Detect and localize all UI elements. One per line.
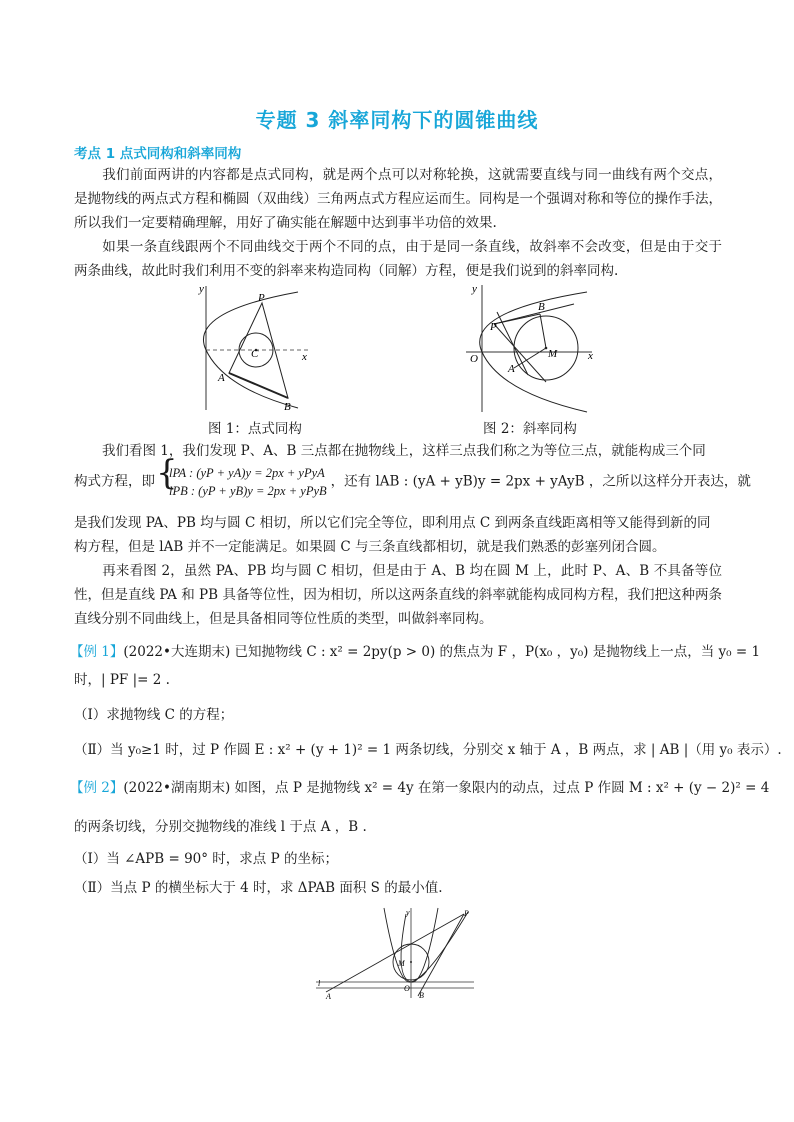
fig1-label-y: y	[199, 283, 204, 295]
fig2-label-m: M	[548, 348, 558, 360]
example-1-question-2: （Ⅱ）当 y₀≥1 时，过 P 作圆 E : x² + (y + 1)² = 1 两条切线，分别交 x 轴于 A ，B 两点，求 | AB |（用 y₀ 表示）.	[74, 742, 782, 758]
example-2-text-1: (2022•湖南期末) 如图，点 P 是抛物线 x² = 4y 在第一象限内的动点，过点 P 作圆 M : x² + (y − 2)² = 4	[123, 780, 770, 796]
example-2-line-1	[70, 776, 769, 796]
page-title: 专题 3 斜率同构下的圆锥曲线	[255, 108, 539, 132]
analysis-line-3: 是我们发现 PA、PB 均与圆 C 相切，所以它们完全等位，即利用点 C 到两条直线距离相等又能得到新的同	[74, 515, 711, 531]
example-2-tag: 【例 2】	[70, 780, 124, 796]
intro-text-1: 我们前面两讲的内容都是点式同构，就是两个点可以对称轮换，这就需要直线与同一曲线有两个交点，是抛物线的两点式方程和椭圆（双曲线）三角两点式方程应运而生。同构是一个强调对称和等位的操作手法，所以我们一定要精确理解，用好了确实能在解题中达到事半功倍的效果.	[74, 167, 722, 231]
equation-pa: { lPA : (yP + yA)y = 2px + yPyA	[169, 466, 325, 480]
section-heading: 考点 1 点式同构和斜率同构	[74, 146, 242, 162]
figure-2-slope-isomorphism	[462, 282, 602, 416]
fig2-label-p: P	[490, 321, 497, 333]
fig3-label-o: O	[404, 984, 410, 993]
example-1-line-1	[70, 640, 760, 660]
fig1-label-b: B	[284, 401, 291, 413]
analysis-line-1: 我们看图 1，我们发现 P、A、B 三点都在抛物线上，这样三点我们称之为等位三点，就能构成三个同	[102, 443, 706, 459]
figure-1-caption: 图 1：点式同构	[208, 421, 302, 437]
figure-2-caption: 图 2：斜率同构	[483, 421, 577, 437]
fig2-center-point	[545, 347, 548, 350]
example-2-question-2: （Ⅱ）当点 P 的横坐标大于 4 时，求 ΔPAB 面积 S 的最小值.	[74, 880, 443, 896]
equation-pb: lPB : (yP + yB)y = 2px + yPyB	[169, 484, 327, 498]
fig2-radius-line	[540, 314, 546, 348]
fig3-label-m: M	[398, 959, 405, 968]
analysis-paragraph-5	[74, 559, 722, 631]
equation-system	[159, 464, 327, 500]
analysis-line-2-end: ，还有 lAB : (yA + yB)y = 2px + yAyB ，之所以这样分开表达，就	[330, 473, 751, 490]
analysis-text-5: 再来看图 2，虽然 PA、PB 均与圆 C 相切，但是由于 A、B 均在圆 M 上，此时 P、A、B 不具备等位性，但是直线 PA 和 PB 具备等位性，因为相切，所以这两条直线的斜率就能构成同构方程，我们把这种两条直线分别不同曲线上，但是具备相同等位性质的类型，叫做斜率同构。	[74, 563, 722, 627]
fig3-center-point	[410, 961, 412, 963]
example-1-text-1: (2022•大连期末) 已知抛物线 C : x² = 2py(p > 0) 的焦点为 F ，P(x₀ ，y₀) 是抛物线上一点，当 y₀ = 1	[123, 644, 761, 660]
fig2-label-a: A	[508, 363, 515, 375]
figure-1-point-isomorphism	[196, 282, 321, 414]
fig2-label-o: O	[470, 353, 478, 365]
example-2-question-1: （Ⅰ）当 ∠APB = 90° 时，求点 P 的坐标；	[74, 851, 338, 867]
fig1-label-a: A	[218, 372, 225, 384]
intro-paragraph-1	[74, 163, 722, 235]
analysis-line-4: 构方程，但是 lAB 并不一定能满足。如果圆 C 与三条直线都相切，就是我们熟悉的彭塞列闭合圆。	[74, 539, 666, 555]
fig3-label-p: P	[464, 909, 469, 918]
fig1-label-p: P	[258, 292, 265, 304]
fig1-label-x: x	[302, 351, 307, 363]
fig3-label-a: A	[326, 992, 331, 1001]
fig2-label-b: B	[538, 301, 545, 313]
intro-text-2: 如果一条直线跟两个不同曲线交于两个不同的点，由于是同一条直线，故斜率不会改变，但是由于交于两条曲线，故此时我们利用不变的斜率来构造同构（同解）方程，便是我们说到的斜率同构.	[74, 239, 722, 279]
fig3-label-y: y	[406, 908, 410, 917]
example-1-line-2: 时，| PF |= 2 .	[74, 672, 170, 688]
analysis-line-2	[74, 464, 751, 500]
fig1-label-c: C	[251, 348, 259, 360]
fig3-tangent-line-1	[326, 914, 464, 992]
example-2-figure	[314, 906, 476, 1002]
example-1-question-1: （Ⅰ）求抛物线 C 的方程；	[74, 707, 234, 723]
example-2-line-2: 的两条切线，分别交抛物线的准线 l 于点 A ，B .	[74, 819, 367, 835]
fig2-label-x: x	[588, 350, 593, 362]
analysis-line-2-start: 构式方程，即	[74, 473, 155, 490]
fig3-label-b: B	[419, 991, 424, 1000]
fig2-label-y: y	[472, 283, 477, 295]
example-1-tag: 【例 1】	[70, 644, 124, 660]
fig3-tangent-line-2	[418, 914, 464, 996]
intro-paragraph-2	[74, 235, 722, 283]
fig3-label-l: l	[318, 979, 321, 988]
